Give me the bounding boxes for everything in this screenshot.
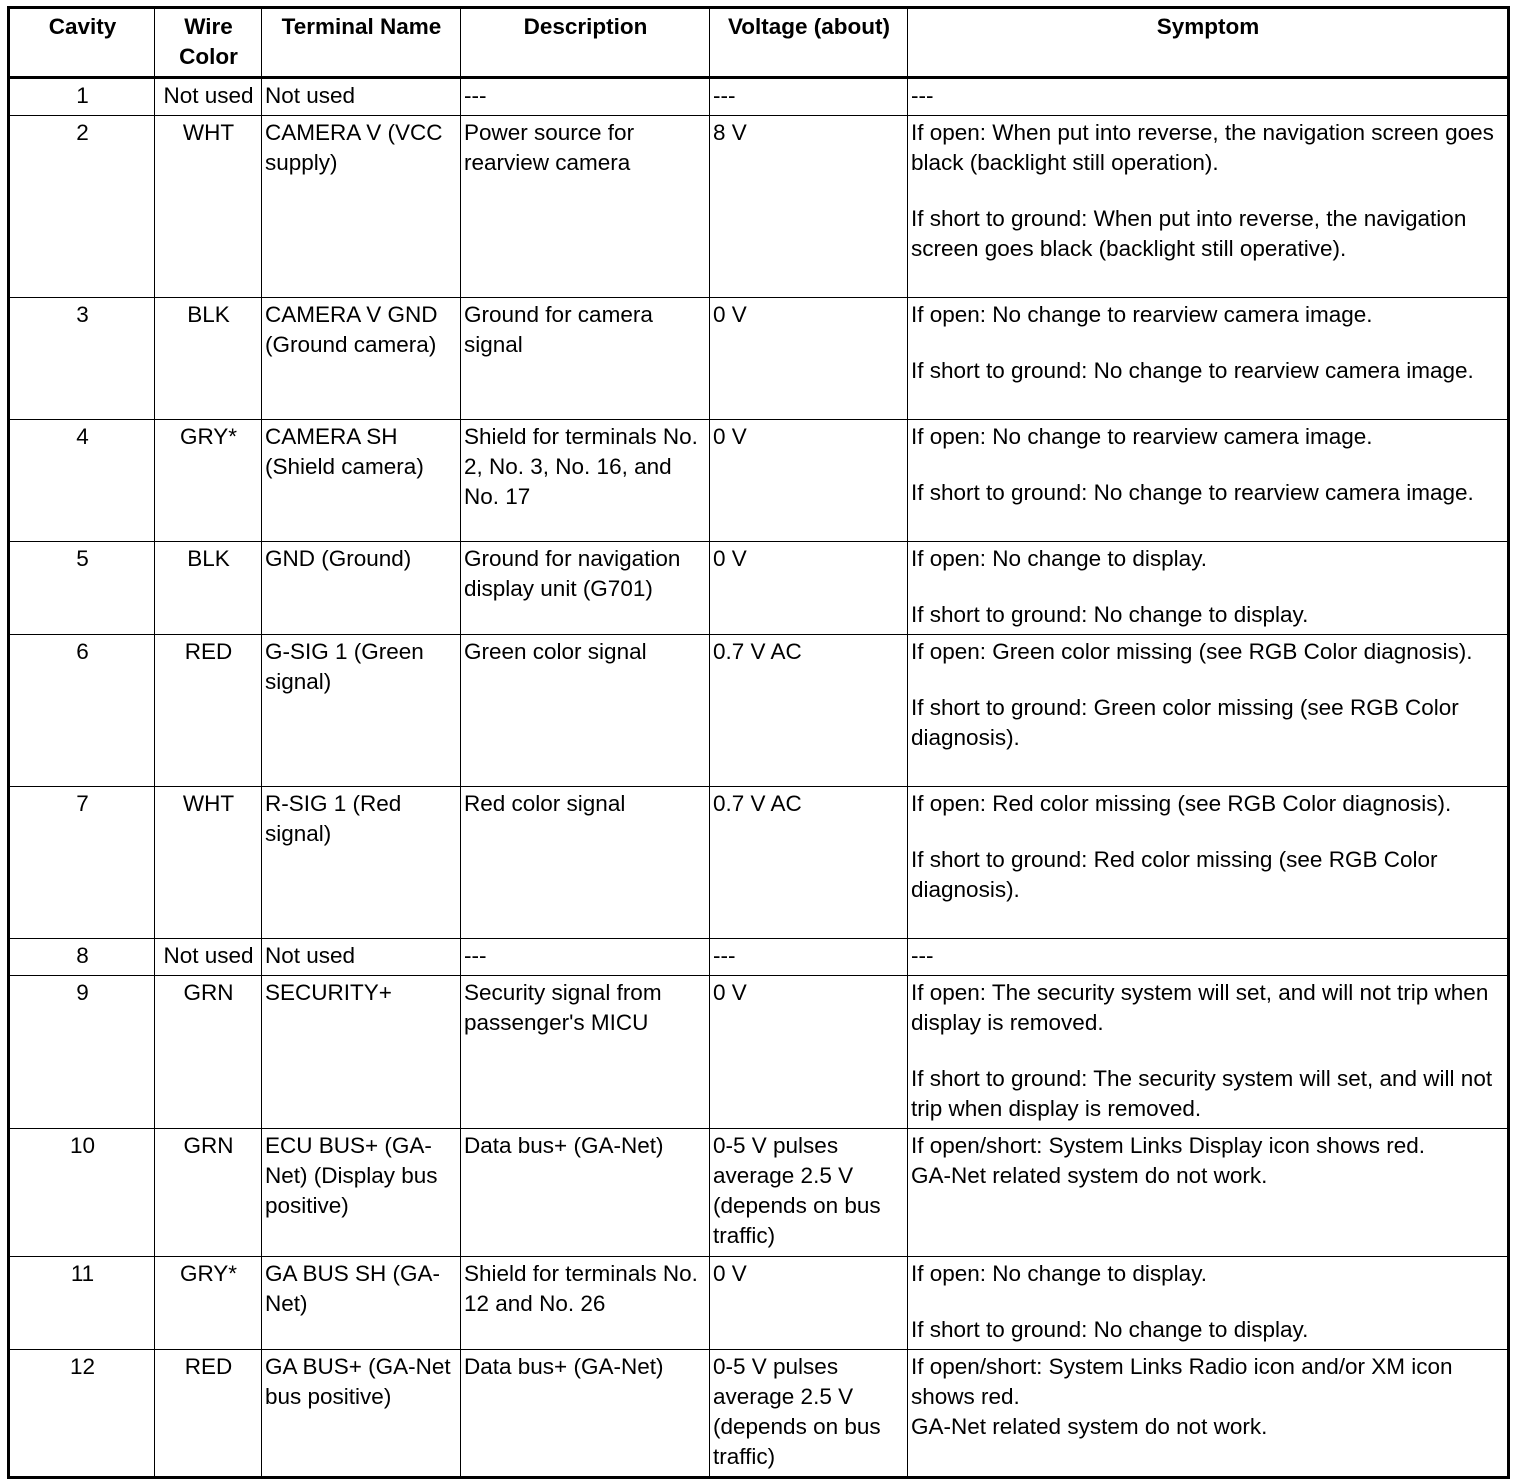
- cell-wire-color: RED: [155, 1350, 262, 1478]
- cell-symptom: [908, 939, 1509, 976]
- symptom-text: If open: Green color missing (see RGB Color diagnosis).: [911, 639, 1473, 664]
- cell-symptom: [908, 298, 1509, 420]
- cell-description: Power source for rearview camera: [461, 116, 710, 298]
- cell-wire-color: GRY*: [155, 1257, 262, 1350]
- symptom-text: If open: The security system will set, and will not trip when display is removed.: [911, 980, 1489, 1035]
- cell-voltage: 0 V: [710, 420, 908, 542]
- cell-symptom: [908, 1129, 1509, 1257]
- cell-wire-color: Not used: [155, 939, 262, 976]
- table-row: [9, 976, 1509, 1129]
- symptom-text: If short to ground: The security system will set, and will not trip when display is removed.: [911, 1066, 1493, 1121]
- cell-terminal-name: Not used: [262, 78, 461, 116]
- table-body: [9, 78, 1509, 1478]
- symptom-text: If short to ground: Green color missing (see RGB Color diagnosis).: [911, 695, 1459, 750]
- cell-description: Shield for terminals No. 12 and No. 26: [461, 1257, 710, 1350]
- table-row: [9, 116, 1509, 298]
- cell-voltage: 0.7 V AC: [710, 635, 908, 787]
- cell-wire-color: RED: [155, 635, 262, 787]
- cell-terminal-name: ECU BUS+ (GA-Net) (Display bus positive): [262, 1129, 461, 1257]
- cell-terminal-name: CAMERA SH (Shield camera): [262, 420, 461, 542]
- cell-voltage: 8 V: [710, 116, 908, 298]
- symptom-text: If open: No change to rearview camera image.: [911, 424, 1373, 449]
- cell-symptom: [908, 116, 1509, 298]
- header-voltage: Voltage (about): [710, 8, 908, 78]
- table-row: [9, 635, 1509, 787]
- cell-terminal-name: CAMERA V (VCC supply): [262, 116, 461, 298]
- cell-terminal-name: Not used: [262, 939, 461, 976]
- cell-cavity: 6: [9, 635, 155, 787]
- table-header-row: [9, 8, 1509, 78]
- symptom-text: If short to ground: No change to display.: [911, 602, 1309, 627]
- cell-voltage: ---: [710, 78, 908, 116]
- cell-symptom: [908, 787, 1509, 939]
- cell-cavity: 4: [9, 420, 155, 542]
- cell-cavity: 5: [9, 542, 155, 635]
- symptom-text: If short to ground: Red color missing (see RGB Color diagnosis).: [911, 847, 1438, 902]
- cell-cavity: 2: [9, 116, 155, 298]
- table-row: [9, 1350, 1509, 1478]
- cell-voltage: 0 V: [710, 976, 908, 1129]
- connector-pinout-table: [7, 6, 1510, 1479]
- cell-cavity: 9: [9, 976, 155, 1129]
- cell-wire-color: Not used: [155, 78, 262, 116]
- cell-symptom: [908, 1257, 1509, 1350]
- cell-terminal-name: GA BUS+ (GA-Net bus positive): [262, 1350, 461, 1478]
- cell-cavity: 8: [9, 939, 155, 976]
- cell-symptom: [908, 1350, 1509, 1478]
- cell-description: Ground for navigation display unit (G701): [461, 542, 710, 635]
- header-wire-color: Wire Color: [155, 8, 262, 78]
- cell-description: Data bus+ (GA-Net): [461, 1129, 710, 1257]
- table-row: [9, 298, 1509, 420]
- cell-voltage: 0-5 V pulses average 2.5 V (depends on bus traffic): [710, 1129, 908, 1257]
- symptom-text: If open: No change to display.: [911, 1261, 1208, 1286]
- symptom-text: ---: [911, 83, 934, 108]
- cell-voltage: 0-5 V pulses average 2.5 V (depends on bus traffic): [710, 1350, 908, 1478]
- symptom-text: If short to ground: No change to display.: [911, 1317, 1309, 1342]
- cell-description: Data bus+ (GA-Net): [461, 1350, 710, 1478]
- symptom-text: GA-Net related system do not work.: [911, 1414, 1268, 1439]
- cell-description: Shield for terminals No. 2, No. 3, No. 16, and No. 17: [461, 420, 710, 542]
- symptom-text: If open/short: System Links Radio icon and/or XM icon shows red.: [911, 1354, 1453, 1409]
- cell-voltage: 0 V: [710, 542, 908, 635]
- cell-voltage: ---: [710, 939, 908, 976]
- cell-description: Red color signal: [461, 787, 710, 939]
- cell-terminal-name: CAMERA V GND (Ground camera): [262, 298, 461, 420]
- cell-cavity: 12: [9, 1350, 155, 1478]
- cell-cavity: 1: [9, 78, 155, 116]
- table-row: [9, 1129, 1509, 1257]
- cell-cavity: 10: [9, 1129, 155, 1257]
- symptom-text: GA-Net related system do not work.: [911, 1163, 1268, 1188]
- cell-wire-color: WHT: [155, 116, 262, 298]
- cell-terminal-name: GND (Ground): [262, 542, 461, 635]
- symptom-text: If open: Red color missing (see RGB Color diagnosis).: [911, 791, 1452, 816]
- table-row: [9, 78, 1509, 116]
- cell-voltage: 0 V: [710, 298, 908, 420]
- symptom-text: If open: No change to rearview camera image.: [911, 302, 1373, 327]
- cell-wire-color: BLK: [155, 542, 262, 635]
- symptom-text: If short to ground: No change to rearview camera image.: [911, 358, 1474, 383]
- table-row: [9, 542, 1509, 635]
- cell-wire-color: WHT: [155, 787, 262, 939]
- cell-cavity: 11: [9, 1257, 155, 1350]
- cell-wire-color: GRN: [155, 1129, 262, 1257]
- cell-symptom: [908, 78, 1509, 116]
- cell-wire-color: BLK: [155, 298, 262, 420]
- table-row: [9, 939, 1509, 976]
- header-cavity: Cavity: [9, 8, 155, 78]
- cell-description: Green color signal: [461, 635, 710, 787]
- cell-wire-color: GRY*: [155, 420, 262, 542]
- symptom-text: If short to ground: No change to rearview camera image.: [911, 480, 1474, 505]
- cell-symptom: [908, 635, 1509, 787]
- cell-terminal-name: G-SIG 1 (Green signal): [262, 635, 461, 787]
- cell-description: ---: [461, 939, 710, 976]
- cell-terminal-name: SECURITY+: [262, 976, 461, 1129]
- symptom-text: If open/short: System Links Display icon shows red.: [911, 1133, 1425, 1158]
- cell-terminal-name: R-SIG 1 (Red signal): [262, 787, 461, 939]
- cell-cavity: 7: [9, 787, 155, 939]
- symptom-text: If open: No change to display.: [911, 546, 1208, 571]
- cell-wire-color: GRN: [155, 976, 262, 1129]
- cell-terminal-name: GA BUS SH (GA-Net): [262, 1257, 461, 1350]
- cell-symptom: [908, 542, 1509, 635]
- table-row: [9, 1257, 1509, 1350]
- symptom-text: If open: When put into reverse, the navigation screen goes black (backlight still operation).: [911, 120, 1494, 175]
- table-row: [9, 420, 1509, 542]
- cell-description: Ground for camera signal: [461, 298, 710, 420]
- cell-voltage: 0 V: [710, 1257, 908, 1350]
- header-symptom: Symptom: [908, 8, 1509, 78]
- cell-symptom: [908, 976, 1509, 1129]
- cell-voltage: 0.7 V AC: [710, 787, 908, 939]
- cell-description: Security signal from passenger's MICU: [461, 976, 710, 1129]
- header-terminal-name: Terminal Name: [262, 8, 461, 78]
- header-description: Description: [461, 8, 710, 78]
- table-row: [9, 787, 1509, 939]
- symptom-text: ---: [911, 943, 934, 968]
- cell-symptom: [908, 420, 1509, 542]
- symptom-text: If short to ground: When put into reverse, the navigation screen goes black (backlight still operative).: [911, 206, 1467, 261]
- cell-description: ---: [461, 78, 710, 116]
- cell-cavity: 3: [9, 298, 155, 420]
